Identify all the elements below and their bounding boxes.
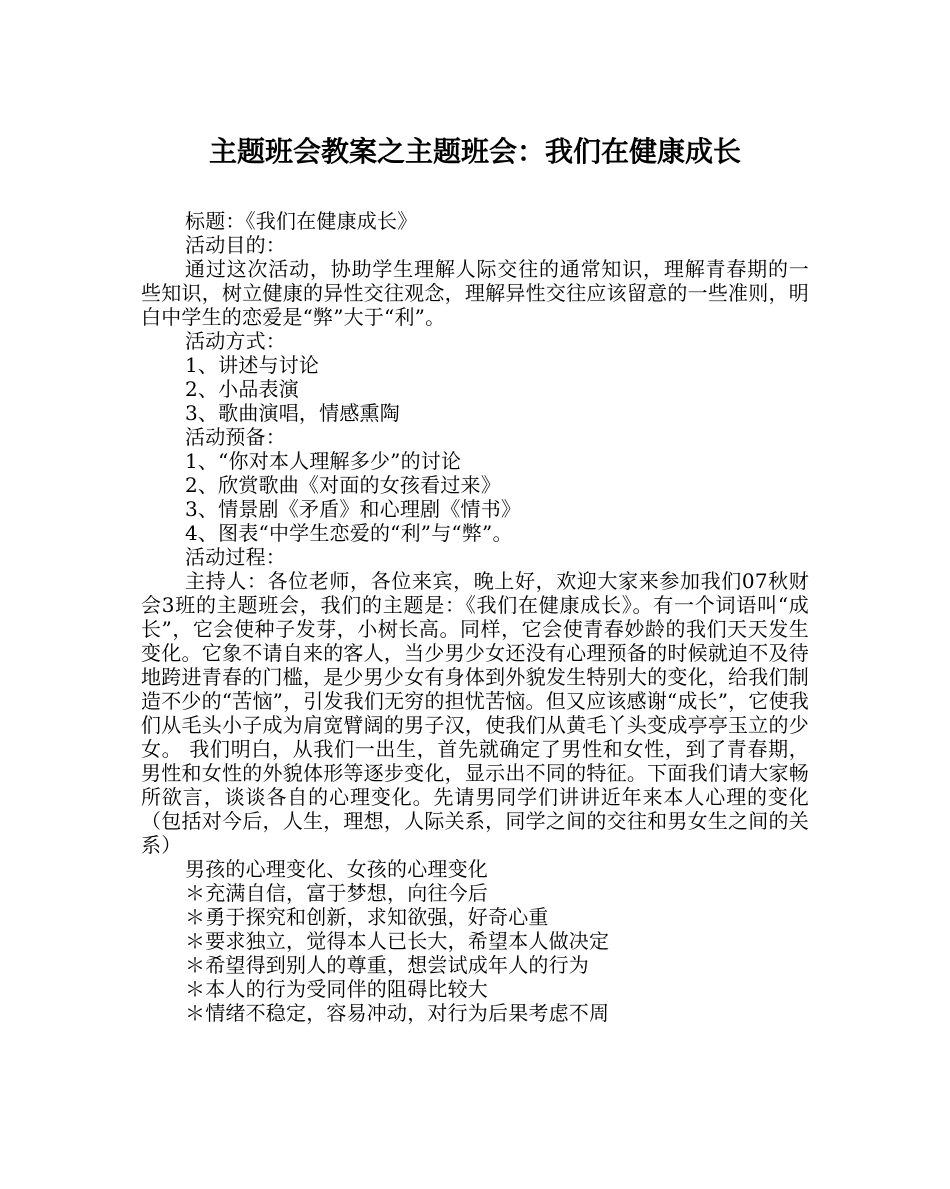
paragraph-prep-4: 4、图表“中学生恋爱的“利”与“弊”。 [185, 521, 513, 545]
paragraph-host-speech: 主持人：各位老师，各位来宾，晚上好，欢迎大家来参加我们07秋财会3班的主题班会，我们的主题是：《我们在健康成长》。有一个词语叫“成长”，它会使种子发芽，小树长高。同样，它会使青春妙龄的我们天天发生变化。它象不请自来的客人，当少男少女还没有心理预备的时候就迫不及待地跨进青春的门槛，是少男少女有身体到外貌发生特别大的变化，给我们制造不少的“苦恼”，引发我们无穷的担忧苦恼。但又应该感谢“成长”，它使我们从毛头小子成为肩宽臂阔的男子汉，使我们从黄毛丫头变成亭亭玉立的少女。 我们明白，从我们一出生，首先就确定了男性和女性，到了青春期，男性和女性的外貌体形等逐步变化，显示出不同的特征。下面我们请大家畅所欲言，谈谈各自的心理变化。先请男同学们讲讲近年来本人心理的变化（包括对今后，人生，理想，人际关系，同学之间的交往和男女生之间的关系） [141, 569, 809, 857]
document-body [141, 209, 809, 1025]
list-item-change-4: ＊希望得到别人的尊重，想尝试成年人的行为 [185, 953, 589, 977]
paragraph-topic: 标题：《我们在健康成长》 [185, 209, 418, 233]
paragraph-prep-heading: 活动预备： [185, 425, 286, 449]
paragraph-prep-1: 1、“你对本人理解多少”的讨论 [185, 449, 462, 473]
list-item-change-5: ＊本人的行为受同伴的阻碍比较大 [185, 977, 488, 1001]
paragraph-prep-3: 3、情景剧《矛盾》和心理剧《情书》 [185, 497, 522, 521]
document-title: 主题班会教案之主题班会：我们在健康成长 [208, 135, 741, 168]
list-item-change-1: ＊充满自信，富于梦想，向往今后 [185, 881, 488, 905]
list-item-change-3: ＊要求独立，觉得本人已长大，希望本人做决定 [185, 929, 610, 953]
paragraph-method-1: 1、讲述与讨论 [185, 353, 320, 377]
paragraph-method-3: 3、歌曲演唱，情感熏陶 [185, 401, 400, 425]
list-item-change-6: ＊情绪不稳定，容易冲动，对行为后果考虑不周 [185, 1001, 610, 1025]
paragraph-prep-2: 2、欣赏歌曲《对面的女孩看过来》 [185, 473, 501, 497]
paragraph-changes-heading: 男孩的心理变化、女孩的心理变化 [185, 857, 488, 881]
paragraph-method-heading: 活动方式： [185, 329, 286, 353]
paragraph-purpose: 通过这次活动，协助学生理解人际交往的通常知识，理解青春期的一些知识，树立健康的异性交往观念，理解异性交往应该留意的一些准则，明白中学生的恋爱是“弊”大于“利”。 [141, 257, 809, 329]
list-item-change-2: ＊勇于探究和创新，求知欲强，好奇心重 [185, 905, 549, 929]
paragraph-process-heading: 活动过程： [185, 545, 286, 569]
paragraph-purpose-heading: 活动目的： [185, 233, 286, 257]
paragraph-method-2: 2、小品表演 [185, 377, 299, 401]
